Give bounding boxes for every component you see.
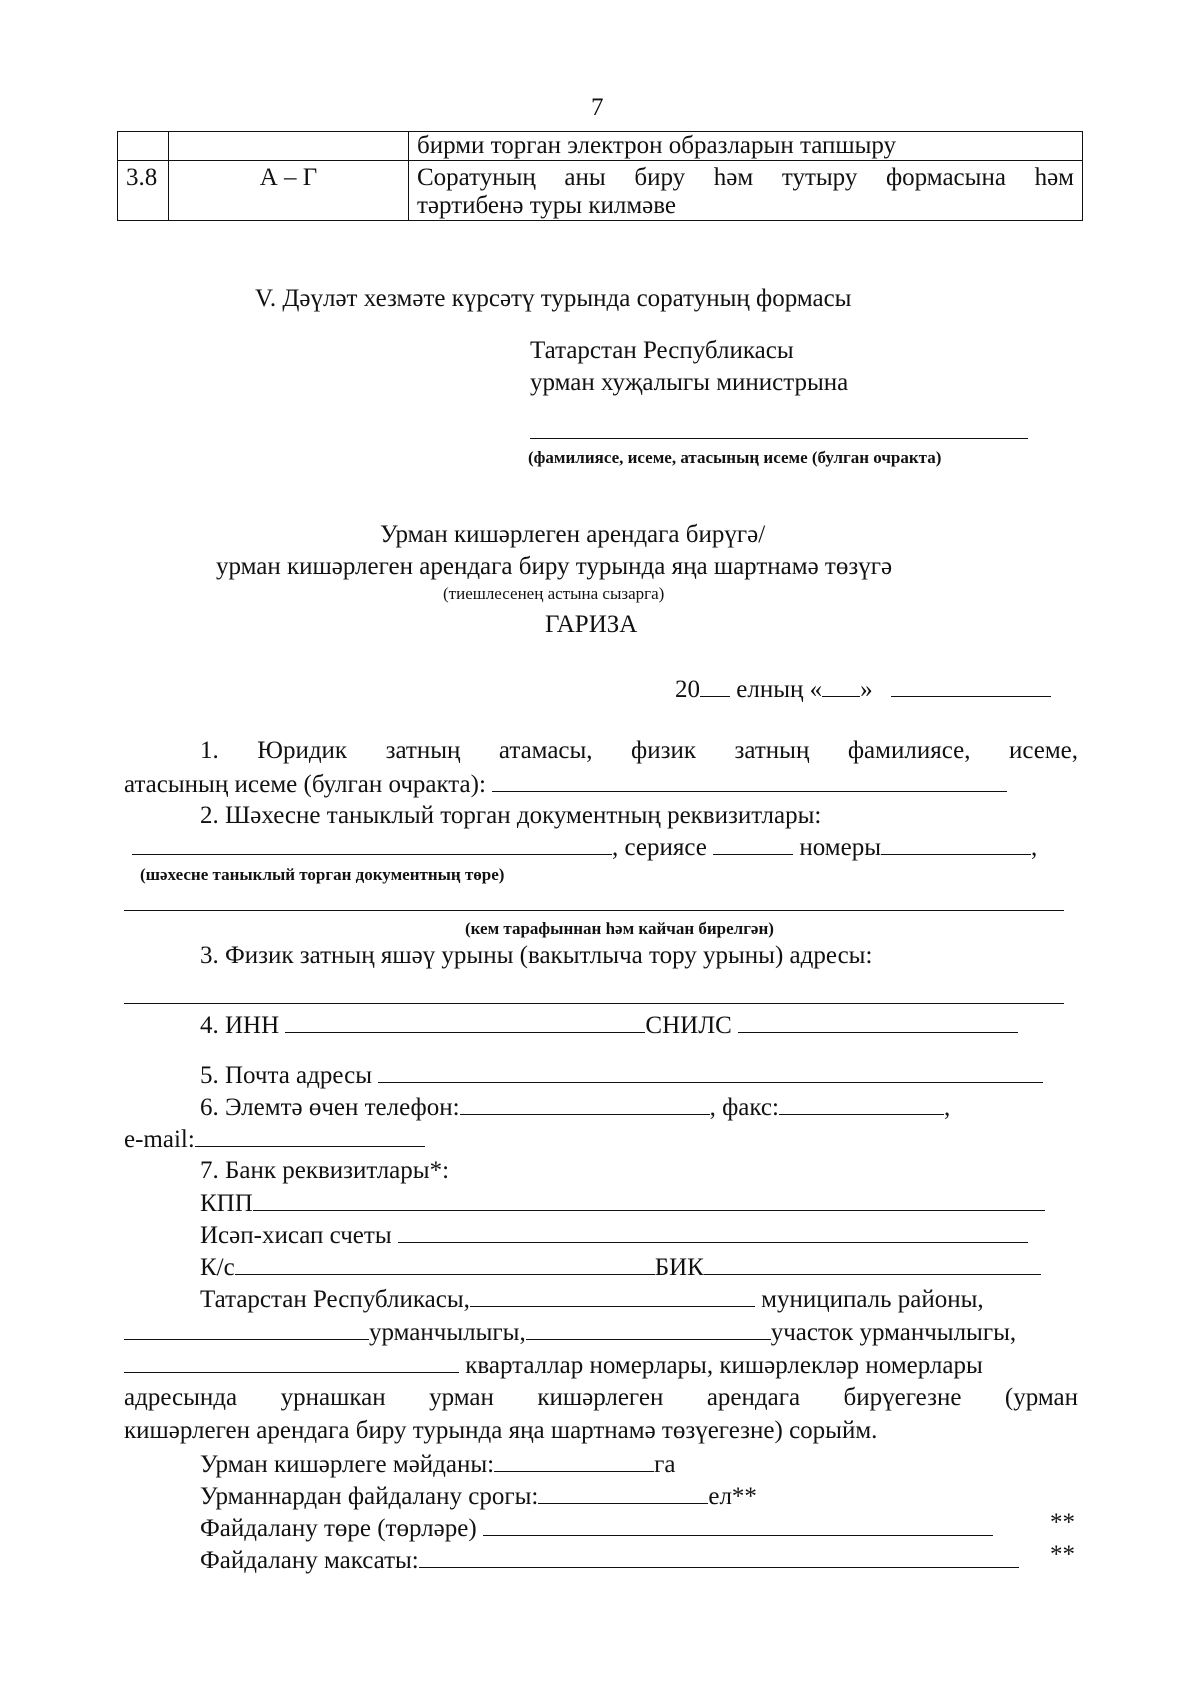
table-text-line: Соратуның аны биру һәм тутыру формасына һәм	[417, 164, 1074, 191]
snils-blank[interactable]	[738, 1012, 1018, 1033]
table-row	[118, 161, 1083, 221]
table-text-line: тәртибенә туры килмәве	[417, 192, 677, 219]
ks-label: К/с	[200, 1254, 235, 1281]
footnote-mark: **	[1050, 1541, 1075, 1568]
email-row	[124, 1126, 425, 1152]
date-close: »	[860, 676, 873, 703]
quarters-blank[interactable]	[124, 1352, 459, 1373]
signature-line	[530, 438, 1028, 439]
postal-label: 5. Почта адресы	[200, 1062, 372, 1089]
use-purpose-label: Файдалану максаты:	[200, 1547, 419, 1574]
area-row	[200, 1451, 675, 1477]
account-blank[interactable]	[398, 1222, 1028, 1243]
bik-label: БИК	[654, 1254, 704, 1281]
postal-blank[interactable]	[378, 1062, 1043, 1083]
field-2-caption: (шәхесне таныклый торган документның төре)	[140, 865, 505, 884]
phone-blank[interactable]	[460, 1094, 710, 1115]
field-3-label: 3. Физик затның яшәү урыны (вакытлыча тору урыны) адресы:	[200, 942, 873, 969]
inn-label: 4. ИНН	[200, 1012, 280, 1039]
use-purpose-blank[interactable]	[419, 1547, 1019, 1568]
series-blank[interactable]	[713, 834, 793, 855]
table-cell-code: А – Г	[169, 161, 409, 221]
month-blank[interactable]	[891, 676, 1051, 697]
section-blank[interactable]	[526, 1319, 771, 1340]
year-blank[interactable]	[700, 676, 730, 697]
inn-blank[interactable]	[285, 1012, 645, 1033]
field-2-label: 2. Шәхесне таныклый торган документның реквизитлары:	[200, 802, 822, 829]
date-line	[675, 676, 1051, 702]
request-line: кишәрлеген арендага биру турында яңа шартнамә төзүегезне) сорыйм.	[124, 1417, 878, 1444]
phone-label: 6. Элемтә өчен телефон:	[200, 1094, 460, 1121]
fax-label: , факс:	[709, 1094, 779, 1121]
area-label: Урман кишәрлеге мәйданы:	[200, 1451, 495, 1478]
field-7-label: 7. Банк реквизитлары*:	[200, 1157, 450, 1184]
snils-label: СНИЛС	[645, 1012, 732, 1039]
forestry-blank[interactable]	[124, 1319, 369, 1340]
heading-note: (тиешлесенең астына сызарга)	[443, 584, 665, 603]
name-blank[interactable]	[492, 771, 1007, 792]
footnote-mark: **	[1050, 1509, 1075, 1536]
location-row-1	[200, 1286, 1078, 1312]
table-cell-num: 3.8	[118, 161, 169, 221]
criteria-table	[117, 131, 1083, 221]
section-title: V. Дәүләт хезмәте күрсәтү турында соратуның формасы	[255, 285, 852, 312]
field-6-row	[200, 1094, 1078, 1120]
email-label: e-mail:	[124, 1126, 195, 1153]
number-blank[interactable]	[881, 834, 1031, 855]
issued-by-line[interactable]	[124, 910, 1064, 911]
location-row-2	[124, 1319, 1016, 1345]
day-blank[interactable]	[822, 676, 860, 697]
ks-row	[200, 1254, 1041, 1280]
term-unit: ел**	[708, 1483, 757, 1510]
district-label: муниципаль районы,	[761, 1286, 984, 1313]
date-prefix: 20	[675, 676, 700, 703]
fax-blank[interactable]	[779, 1094, 944, 1115]
use-type-blank[interactable]	[483, 1515, 993, 1536]
section-label: участок урманчылыгы,	[770, 1319, 1017, 1346]
term-row	[200, 1483, 757, 1509]
email-blank[interactable]	[195, 1126, 425, 1147]
forestry-label: урманчылыгы,	[369, 1319, 526, 1346]
district-blank[interactable]	[470, 1286, 755, 1307]
comma: ,	[943, 1094, 951, 1121]
location-row-3	[124, 1352, 983, 1378]
ks-blank[interactable]	[235, 1254, 655, 1275]
area-blank[interactable]	[494, 1451, 654, 1472]
area-unit: га	[654, 1451, 676, 1478]
heading-line: урман кишәрлеген арендага биру турында яңа шартнамә төзүгә	[216, 553, 893, 580]
field-2-caption2: (кем тарафыннан һәм кайчан бирелгән)	[465, 919, 774, 938]
field-1-cont	[124, 771, 1007, 797]
doc-type-blank[interactable]	[132, 834, 612, 855]
tatarstan-label: Татарстан Республикасы,	[200, 1286, 470, 1313]
number-label: номеры	[799, 834, 881, 861]
term-label: Урманнардан файдалану срогы:	[200, 1483, 539, 1510]
kpp-row	[200, 1190, 1045, 1216]
account-label: Исәп-хисап счеты	[200, 1222, 392, 1249]
table-cell-num	[118, 132, 169, 161]
kpp-blank[interactable]	[253, 1190, 1045, 1211]
bik-blank[interactable]	[704, 1254, 1041, 1275]
document-title: ГАРИЗА	[545, 611, 638, 638]
field-5-row	[200, 1062, 1043, 1088]
addressee-line: урман хуҗалыгы министрына	[530, 369, 849, 396]
table-cell-code	[169, 132, 409, 161]
comma: ,	[1031, 834, 1038, 861]
table-cell-text: бирми торган электрон образларын тапшыру	[409, 132, 1083, 161]
field-4-row	[200, 1012, 1018, 1038]
field-2-row	[132, 834, 1037, 860]
page-number: 7	[591, 94, 604, 121]
field-1-label-cont: атасының исеме (булган очракта):	[124, 771, 486, 798]
use-type-row	[200, 1515, 993, 1541]
account-row	[200, 1222, 1028, 1248]
series-label: , сериясе	[612, 834, 707, 861]
address-line[interactable]	[124, 1003, 1064, 1004]
use-type-label: Файдалану төре (төрләре)	[200, 1515, 477, 1542]
kpp-label: КПП	[200, 1190, 253, 1217]
table-row	[118, 132, 1083, 161]
quarters-label: кварталлар номерлары, кишәрлекләр номерлары	[465, 1352, 983, 1379]
request-line: адресында урнашкан урман кишәрлеген арендага бирүегезне (урман	[124, 1384, 1078, 1411]
heading-line: Урман кишәрлеген арендага бирүгә/	[380, 521, 766, 548]
addressee-caption: (фамилиясе, исеме, атасының исеме (булган очракта)	[528, 448, 942, 467]
date-mid: елның «	[736, 676, 823, 703]
table-cell-text	[409, 161, 1083, 221]
use-purpose-row	[200, 1547, 1019, 1573]
field-1-label: 1. Юридик затның атамасы, физик затның фамилиясе, исеме,	[200, 737, 1078, 764]
term-blank[interactable]	[538, 1483, 708, 1504]
addressee-line: Татарстан Республикасы	[530, 337, 794, 364]
